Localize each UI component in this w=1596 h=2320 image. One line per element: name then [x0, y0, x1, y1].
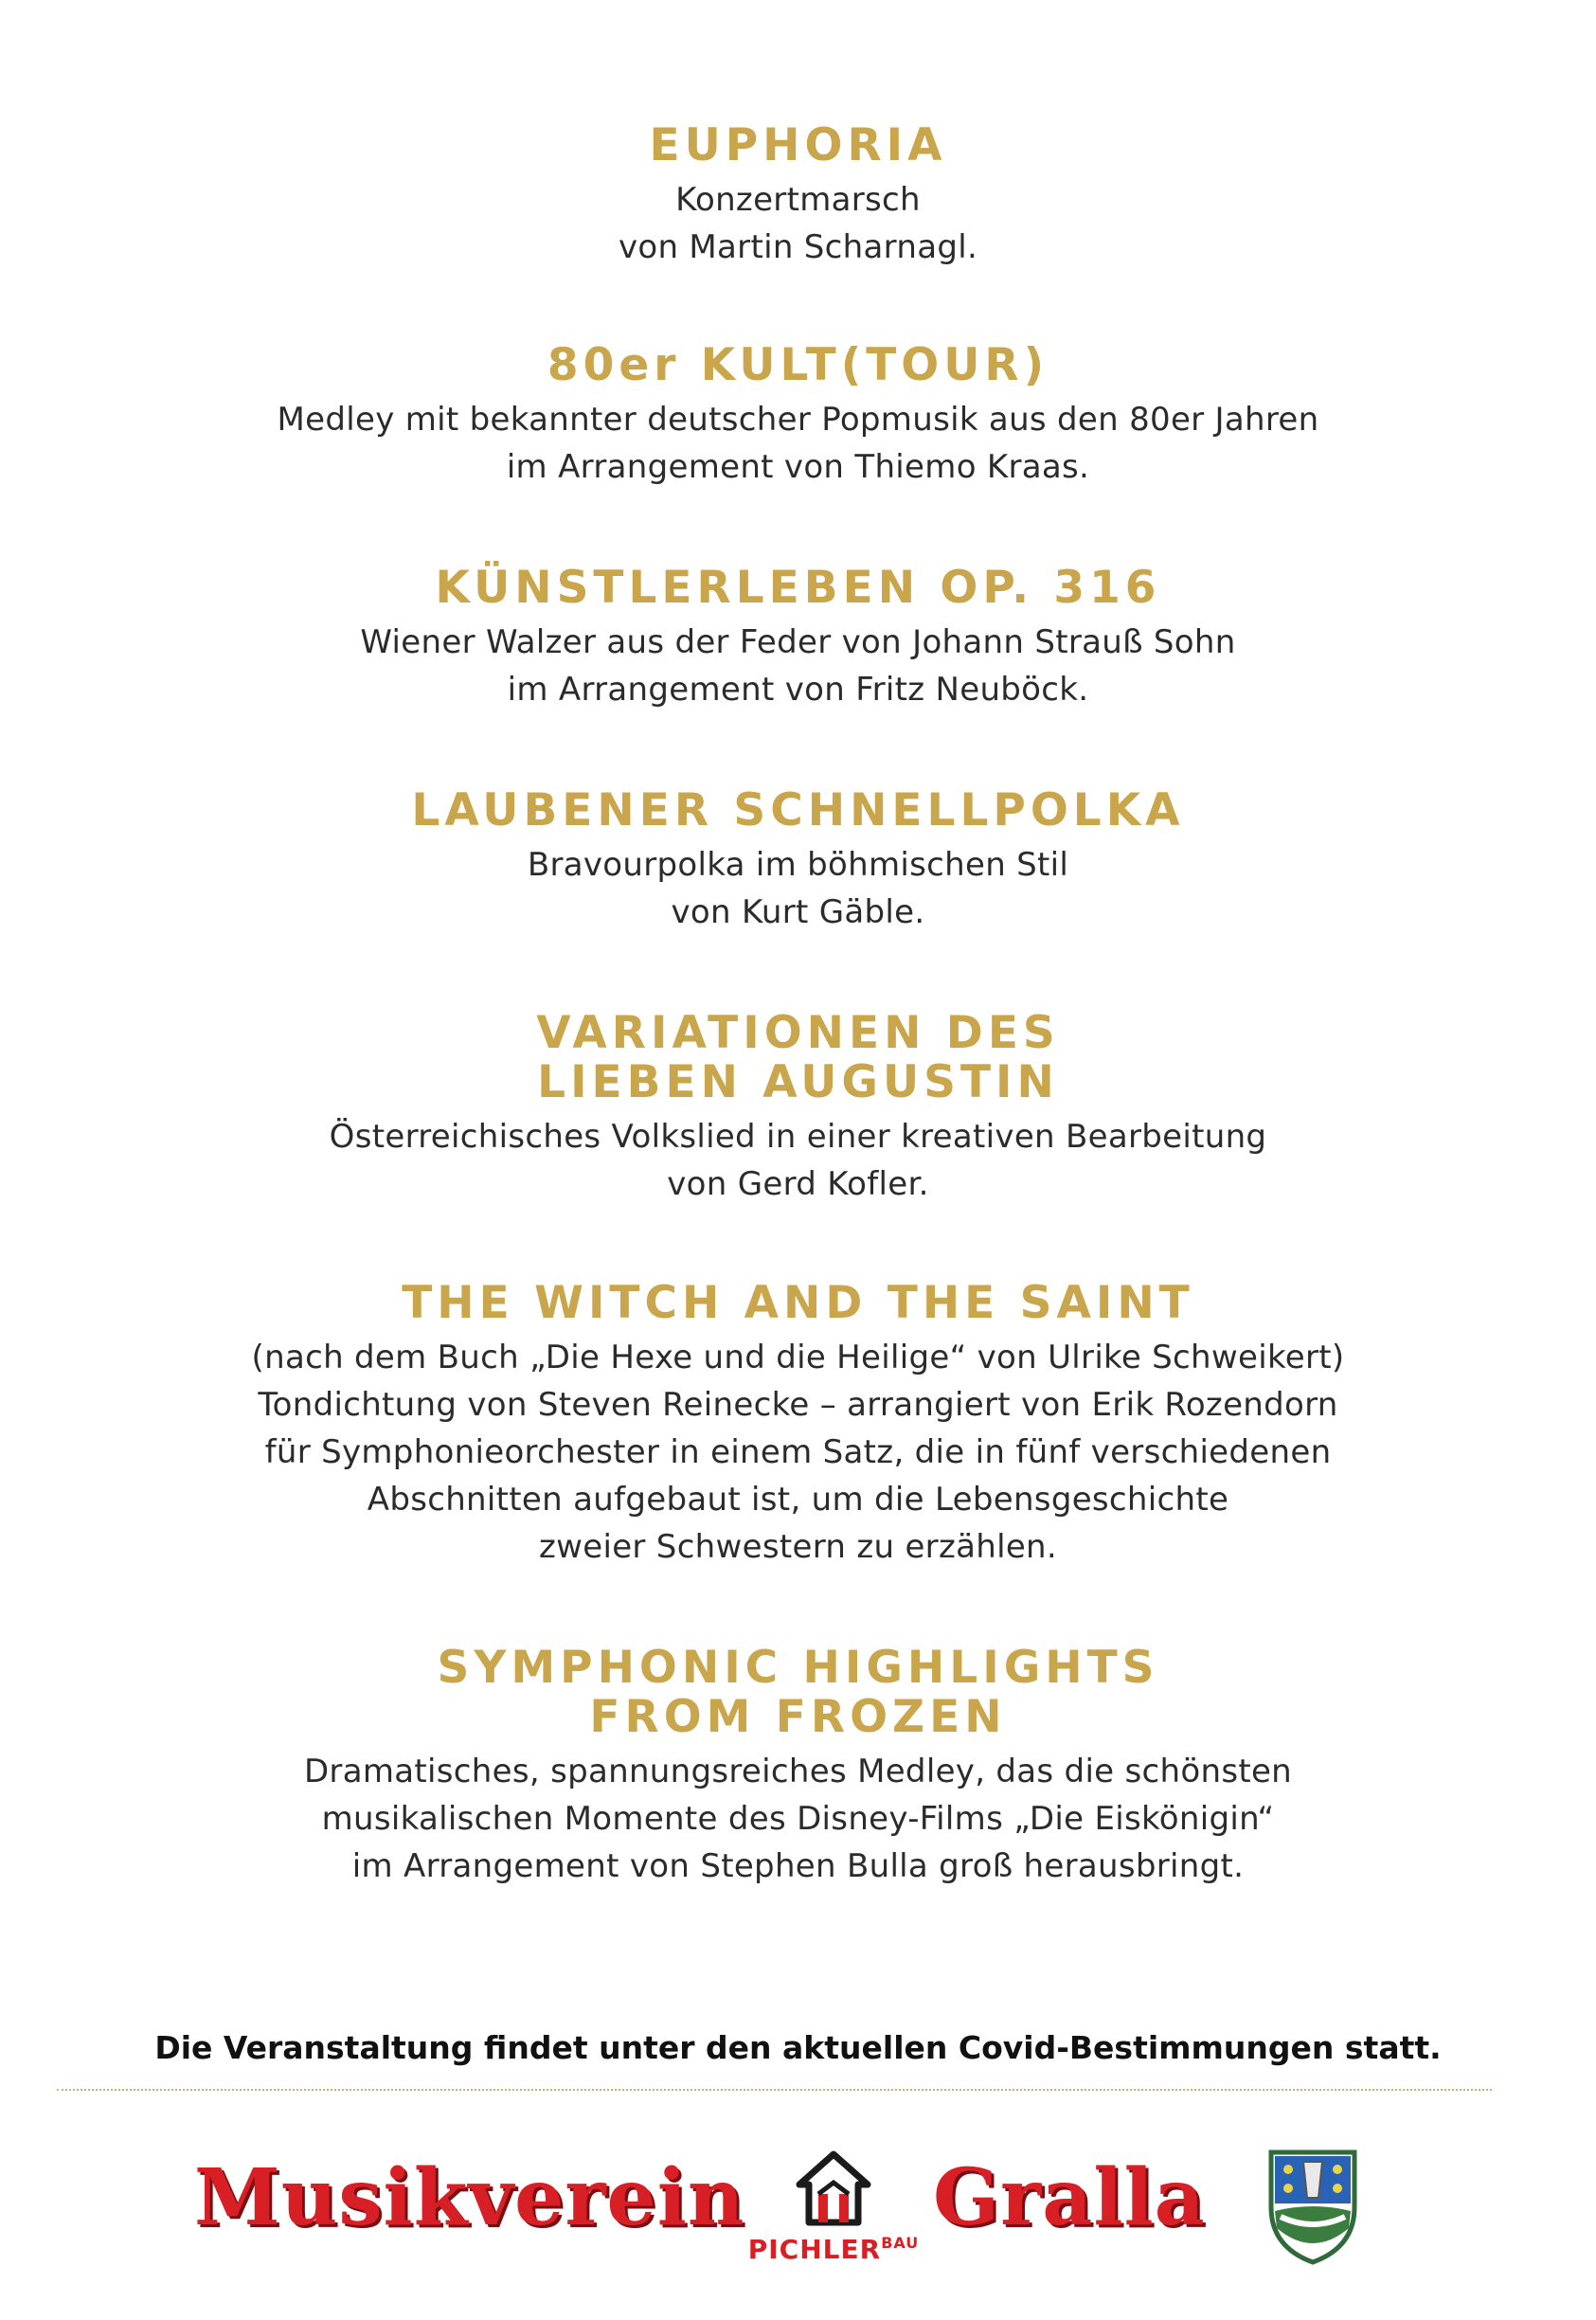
piece-title-line: FROM FROZEN [589, 1691, 1007, 1743]
piece-title [0, 1644, 1596, 1742]
desc-line: Bravourpolka im böhmischen Stil [527, 846, 1069, 884]
org-name-left: Musikverein [194, 2152, 745, 2243]
desc-line: von Martin Scharnagl. [618, 228, 978, 266]
piece-title-line: SYMPHONIC HIGHLIGHTS [437, 1642, 1159, 1694]
desc-line: im Arrangement von Fritz Neuböck. [507, 671, 1089, 709]
piece-title [0, 564, 1596, 613]
piece-variationen-augustin [0, 1009, 1596, 1208]
desc-line: von Gerd Kofler. [667, 1165, 929, 1203]
piece-description [0, 1113, 1596, 1208]
piece-title-line: LAUBENER SCHNELLPOLKA [411, 784, 1185, 836]
org-name-right: Gralla [933, 2152, 1206, 2243]
desc-line: im Arrangement von Stephen Bulla groß herausbringt. [351, 1847, 1245, 1885]
piece-title [0, 341, 1596, 390]
desc-line: für Symphonieorchester in einem Satz, die in fünf verschiedenen [264, 1433, 1332, 1471]
desc-line: Abschnitten aufgebaut ist, um die Lebensgeschichte [367, 1481, 1229, 1519]
sponsor-name [739, 2234, 928, 2265]
desc-line: Österreichisches Volkslied in einer kreativen Bearbeitung [329, 1118, 1267, 1156]
sponsor-logo [739, 2150, 928, 2264]
desc-line: von Kurt Gäble. [671, 893, 925, 931]
piece-title-line: EUPHORIA [649, 119, 947, 171]
piece-description [0, 1748, 1596, 1890]
coat-of-arms-icon [1267, 2149, 1358, 2266]
piece-title [0, 1009, 1596, 1107]
piece-title [0, 786, 1596, 836]
footer [0, 2113, 1596, 2302]
piece-title-line: THE WITCH AND THE SAINT [402, 1277, 1194, 1329]
desc-line: Konzertmarsch [675, 181, 921, 219]
desc-line: Dramatisches, spannungsreiches Medley, das die schönsten [303, 1753, 1293, 1790]
piece-title-line: LIEBEN AUGUSTIN [537, 1056, 1059, 1108]
piece-title [0, 121, 1596, 171]
desc-line: zweier Schwestern zu erzählen. [538, 1528, 1058, 1566]
desc-line: Tondichtung von Steven Reinecke – arrangiert von Erik Rozendorn [258, 1386, 1338, 1424]
piece-description [0, 841, 1596, 936]
piece-description [0, 176, 1596, 271]
piece-title-line: KÜNSTLERLEBEN OP. 316 [435, 562, 1161, 614]
desc-line: (nach dem Buch „Die Hexe und die Heilige“ von Ulrike Schweikert) [251, 1339, 1345, 1376]
piece-description [0, 396, 1596, 491]
piece-title [0, 1279, 1596, 1328]
desc-line: im Arrangement von Thiemo Kraas. [506, 448, 1090, 486]
piece-euphoria [0, 121, 1596, 271]
desc-line: Wiener Walzer aus der Feder von Johann Strauß Sohn [360, 623, 1236, 661]
desc-line: Medley mit bekannter deutscher Popmusik aus den 80er Jahren [277, 401, 1319, 439]
piece-kuenstlerleben [0, 564, 1596, 713]
piece-symphonic-frozen [0, 1644, 1596, 1890]
piece-witch-and-saint [0, 1279, 1596, 1571]
piece-title-line: 80er KULT(TOUR) [547, 339, 1049, 391]
sponsor-name-suffix: BAU [881, 2234, 920, 2252]
piece-description [0, 619, 1596, 713]
piece-title-line: VARIATIONEN DES [536, 1007, 1060, 1059]
house-logo-icon [796, 2150, 871, 2226]
sponsor-name-main: PICHLER [747, 2234, 882, 2265]
desc-line: musikalischen Momente des Disney-Films „Die Eiskönigin“ [321, 1800, 1275, 1838]
piece-80er-kulttour [0, 341, 1596, 491]
piece-laubener-schnellpolka [0, 786, 1596, 936]
piece-description [0, 1334, 1596, 1571]
dotted-divider [57, 2089, 1492, 2091]
covid-notice: Die Veranstaltung findet unter den aktuellen Covid-Bestimmungen statt. [154, 2029, 1442, 2066]
